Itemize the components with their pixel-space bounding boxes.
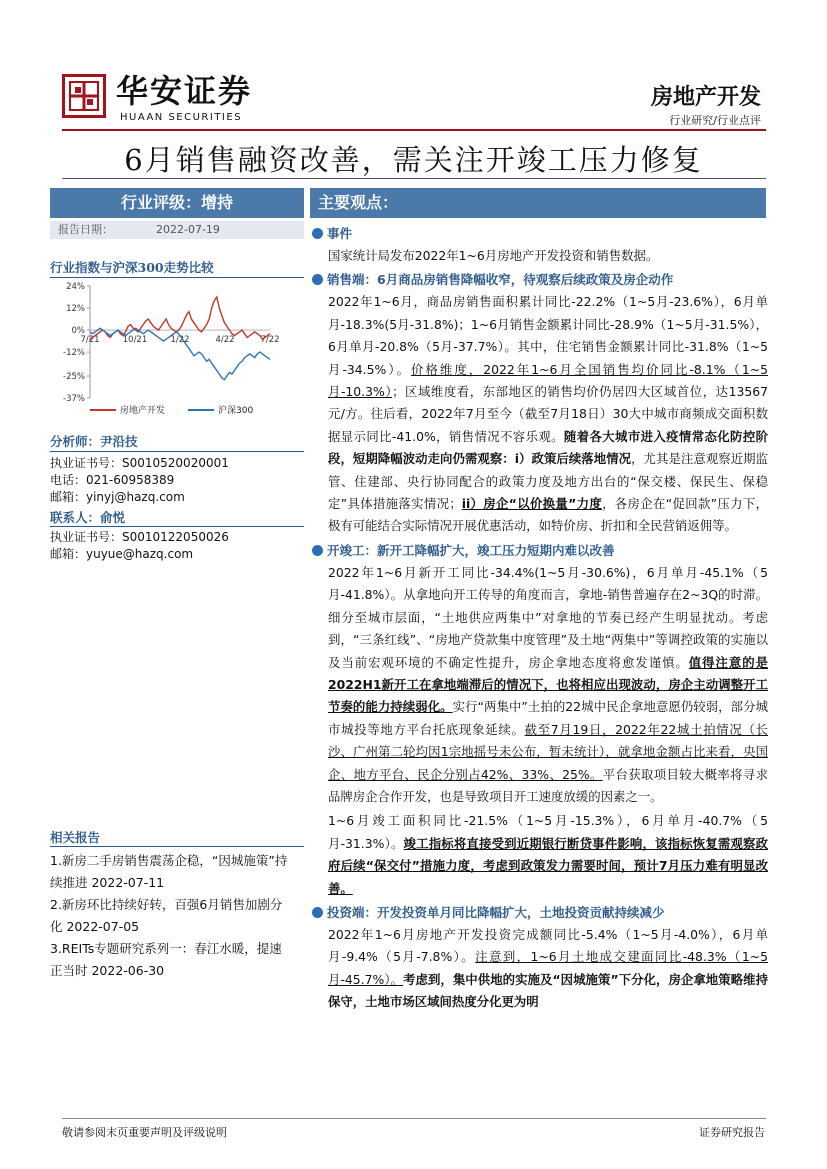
- text-run: 1~6月竣工面积同比-21.5%（1~5月-15.3%），6月单月-40.7%（5月-31.3%）。: [328, 813, 768, 851]
- chart-title-rule: [50, 277, 304, 278]
- related-report-item[interactable]: 2.新房环比持续好转，百强6月销售加剧分化 2022-07-05: [50, 897, 283, 934]
- x-tick-label: 7/22: [260, 335, 280, 346]
- legend-label: 沪深300: [218, 406, 254, 416]
- analyst-phone: 电话：021-60958389: [50, 473, 175, 487]
- paragraph: [312, 562, 768, 808]
- analyst-info: [50, 455, 229, 506]
- sector-title: 房地产开发: [650, 84, 761, 110]
- main-points-label: 主要观点：: [318, 193, 399, 212]
- text-run: 2022年1~6月，商品房销售面积累计同比-22.2%（1~5月-23.6%），6月单月-18.3%(5月-31.8%)；1~6月销售金额累计同比-28.9%（1~5月-31.5%），6月单月-20.8%（5月-37.7%）。其中，住宅销售金额累计同比-31.8%（1~5月-34.5%）。: [328, 294, 768, 377]
- related-report-item[interactable]: 1.新房二手房销售震荡企稳，“因城施策”持续推进 2022-07-11: [50, 853, 288, 890]
- report-date-label: 报告日期：: [58, 223, 113, 236]
- report-type: 行业研究/行业点评: [669, 114, 761, 127]
- text-run: 截至7月19日，2022年22城土拍情况（长沙、广州第二轮均因1宗地摇号未公布，暂未统计），就拿地金额占比来看，央国企、地方平台、民企分别占42%、33%、25%。: [328, 721, 769, 782]
- text-run: 价格维度，2022年1~6月全国销售均价同比-8.1%（1~5月-10.3%）: [328, 361, 769, 400]
- analyst-cert: 执业证书号：S0010520020001: [50, 456, 229, 470]
- text-run: 实行“两集中”土拍的22城中民企拿地意愿仍较弱，部分城市城投等地方平台托底现象延续。: [328, 699, 768, 737]
- x-tick-label: 1/22: [170, 335, 190, 346]
- y-tick-label: 12%: [66, 304, 85, 315]
- logo-chinese: 华安证券: [116, 72, 253, 110]
- bullet-icon: [312, 545, 323, 556]
- text-run: ，各房企在“促回款”压力下，极有可能结合实际情况开展优惠活动，如特价房、折扣和全民营销返佣等。: [328, 496, 769, 534]
- y-tick-label: -25%: [63, 371, 85, 382]
- series-line: [90, 328, 270, 379]
- y-tick-label: -12%: [63, 348, 85, 359]
- logo-mark-icon: [62, 74, 106, 118]
- text-run: ；区域维度看，东部地区的销售均价仍居四大区域首位，达13567元/方。往后看，2022年7月至今（截至7月18日）30大中城市商频成交面积数据显示同比-41.0%，销售情况不容乐观。: [328, 384, 768, 444]
- analyst-rule: [50, 451, 304, 452]
- text-run: 注意到，1~6月土地成交建面同比-48.3%（1~5月-45.7%）。: [328, 949, 768, 987]
- y-tick-label: 24%: [66, 282, 85, 292]
- paragraph: [312, 924, 768, 1014]
- section-heading: [312, 540, 768, 562]
- bullet-icon: [312, 907, 323, 918]
- section-heading: [312, 902, 768, 924]
- section-heading-text: 开竣工：新开工降幅扩大，竣工压力短期内难以改善: [327, 542, 615, 558]
- contact-cert: 执业证书号：S0010122050026: [50, 530, 229, 544]
- industry-rating: 行业评级：增持: [50, 188, 304, 218]
- section-heading-text: 投资端：开发投资单月同比降幅扩大，土地投资贡献持续减少: [327, 904, 665, 920]
- index-comparison-chart: [50, 280, 304, 420]
- text-run: 平台获取项目较大概率将寻求品牌房企合作开发，也是导致项目开工速度放缓的因素之一。: [328, 766, 769, 804]
- series-line: [90, 297, 270, 339]
- contact-info: [50, 529, 229, 563]
- x-tick-label: 7/21: [80, 335, 100, 346]
- text-run: 考虑到，集中供地的实施及“因城施策”下分化，房企拿地策略维持保守，土地市场区域间热度分化更为明: [328, 971, 768, 1010]
- title-divider: [62, 178, 766, 179]
- chart-title: 行业指数与沪深300走势比较: [50, 260, 214, 275]
- paragraph: [312, 245, 768, 267]
- y-tick-label: 0%: [71, 326, 85, 337]
- footer-label: 证券研究报告: [699, 1126, 765, 1139]
- paragraph: [312, 291, 768, 537]
- related-report-item[interactable]: 3.REITs专题研究系列一：春江水暖，提速正当时 2022-06-30: [50, 941, 282, 978]
- related-reports-title: 相关报告: [50, 830, 101, 845]
- analyst-title: 分析师：尹沿技: [50, 434, 138, 449]
- related-reports-list: [50, 850, 290, 982]
- text-run: 随着各大城市进入疫情常态化防控阶段，短期降幅波动走向仍需观察：i）政策后续落地情况: [328, 428, 769, 467]
- text-run: 国家统计局发布2022年1~6月房地产开发投资和销售数据。: [328, 248, 659, 263]
- analyst-email[interactable]: 邮箱：yinyj@hazq.com: [50, 490, 185, 504]
- footer-divider: [62, 1118, 766, 1119]
- section-heading: [312, 223, 768, 245]
- x-tick-label: 4/22: [215, 335, 235, 346]
- text-run: 2022年1~6月房地产开发投资完成额同比-5.4%（1~5月-4.0%），6月单月-9.4%（5月-7.8%）。: [328, 926, 768, 965]
- footer-disclaimer: 敬请参阅末页重要声明及评级说明: [62, 1126, 227, 1139]
- legend-label: 房地产开发: [120, 406, 166, 416]
- text-run: ii）房企“以价换量”力度: [461, 496, 603, 512]
- bullet-icon: [312, 274, 323, 285]
- header-divider: [62, 129, 766, 131]
- text-run: 竣工指标将直接受到近期银行断贷事件影响，该指标恢复需观察政府后续“保交付”措施力度，考虑到政策发力需要时间，预计7月压力难有明显改善。: [328, 835, 769, 896]
- main-content: [312, 223, 768, 1016]
- text-run: 2022年1~6月新开工同比-34.4%(1~5月-30.6%)，6月单月-45.1%（5月-41.8%）。从拿地向开工传导的角度而言，拿地-销售普遍存在2~3Q的时滞。细分至城市层面，“土地供应两集中”对拿地的节奏已经产生明显扰动。考虑到，“三条红线”、“房地产贷款集中度管理”及土地“两集中”等调控政策的实施以及当前宏观环境的不确定性提升，房企拿地态度将愈发谨慎。: [328, 564, 768, 670]
- bullet-icon: [312, 228, 323, 239]
- contact-email[interactable]: 邮箱：yuyue@hazq.com: [50, 547, 194, 561]
- section-heading: [312, 269, 768, 291]
- section-heading-text: 销售端：6月商品房销售降幅收窄，待观察后续政策及房企动作: [327, 272, 674, 288]
- text-run: 值得注意的是2022H1新开工在拿地端滞后的情况下，也将相应出现波动，房企主动调整开工节奏的能力持续弱化。: [328, 654, 769, 715]
- contact-rule: [50, 526, 304, 527]
- contact-title: 联系人：俞悦: [50, 510, 126, 525]
- paragraph: [312, 810, 768, 900]
- related-rule: [50, 846, 304, 847]
- y-tick-label: -37%: [63, 394, 85, 404]
- report-date-row: [50, 221, 304, 239]
- report-title: 6月销售融资改善，需关注开竣工压力修复: [124, 143, 703, 177]
- text-run: ，尤其是注意观察近期监管、住建部、央行协同配合的政策力度及地方出台的“保交楼、保民生、保稳定”具体措施落实情况；: [328, 451, 768, 512]
- logo-english: HUAAN SECURITIES: [120, 112, 243, 123]
- report-date-value: 2022-07-19: [156, 223, 220, 236]
- section-heading-text: 事件: [327, 226, 353, 241]
- x-tick-label: 10/21: [122, 335, 148, 346]
